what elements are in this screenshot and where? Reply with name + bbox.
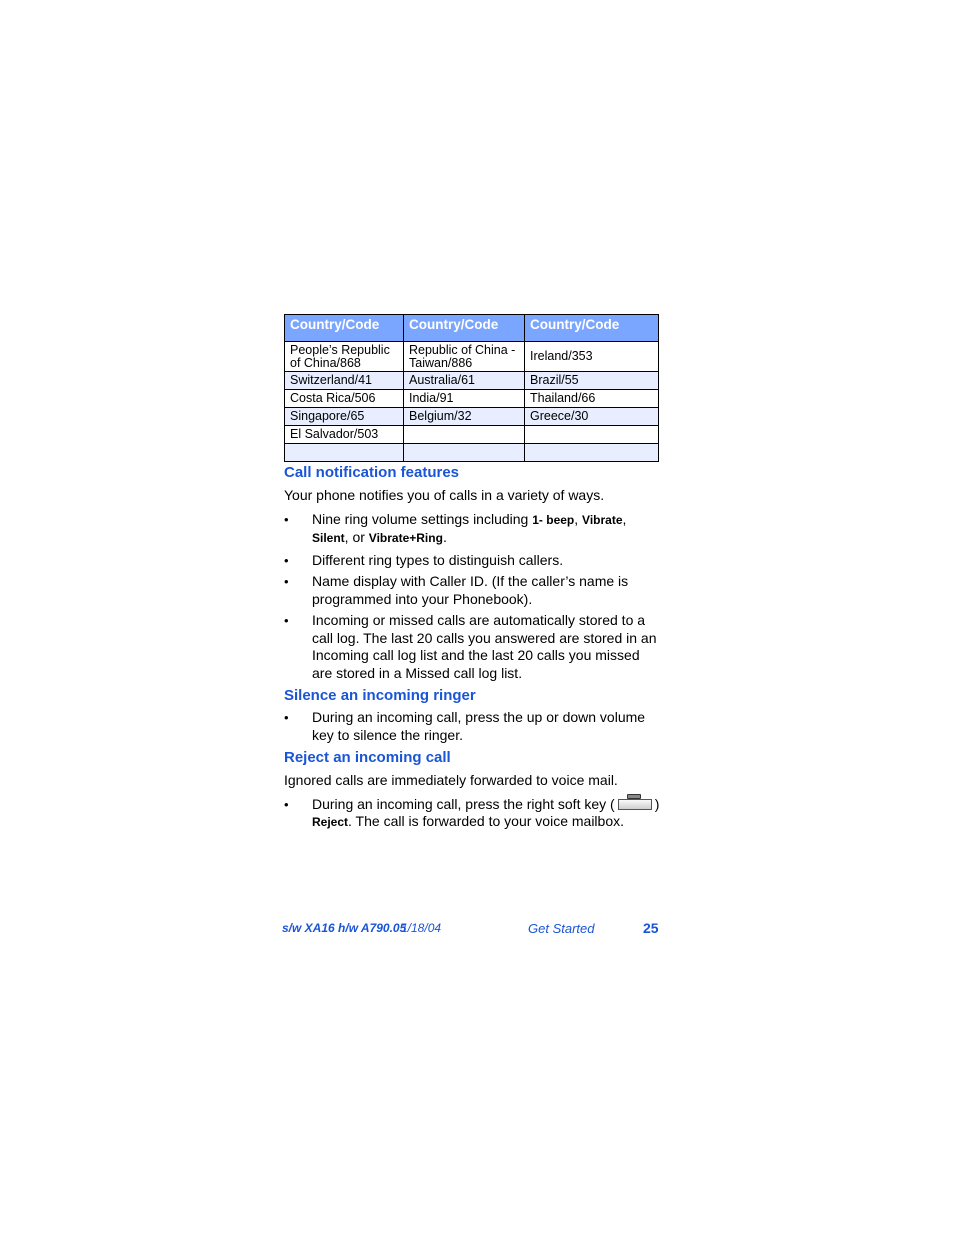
table-cell: India/91 bbox=[404, 390, 525, 408]
table-cell bbox=[404, 444, 525, 462]
reject-call-list bbox=[284, 796, 660, 832]
footer-version-text: s/w XA16 h/w A790.05 bbox=[282, 921, 407, 935]
table-row bbox=[285, 444, 659, 462]
call-notification-intro: Your phone notifies you of calls in a variety of ways. bbox=[284, 487, 605, 503]
bullet: • bbox=[284, 613, 289, 628]
table-cell: Costa Rica/506 bbox=[285, 390, 404, 408]
item-text: Incoming or missed calls are automatically stored to a call log. The last 20 calls you answered are stored in an Incoming call log list and the last 20 calls you missed are stored in a Missed call log list. bbox=[312, 612, 657, 681]
table-row bbox=[285, 390, 659, 408]
list-item bbox=[284, 511, 660, 548]
separator: , bbox=[622, 510, 627, 527]
country-code-table bbox=[284, 314, 659, 462]
item-text: Name display with Caller ID. (If the caller’s name is programmed into your Phonebook). bbox=[312, 573, 629, 607]
table-cell: Greece/30 bbox=[525, 408, 659, 426]
bullet: • bbox=[284, 796, 289, 812]
item-text: ) bbox=[654, 795, 660, 812]
right-soft-key-icon bbox=[618, 799, 652, 810]
separator: , bbox=[574, 510, 583, 527]
page-number: 25 bbox=[643, 920, 659, 936]
table-row bbox=[285, 372, 659, 390]
table-header-row bbox=[285, 315, 659, 342]
bullet: • bbox=[284, 574, 289, 589]
separator: , or bbox=[344, 529, 369, 545]
table-cell bbox=[404, 426, 525, 444]
table-cell: Belgium/32 bbox=[404, 408, 525, 426]
table-header-cell: Country/Code bbox=[525, 315, 659, 342]
option-silent: Silent bbox=[312, 531, 345, 545]
table-cell bbox=[285, 444, 404, 462]
table-cell: People’s Republic of China/868 bbox=[285, 342, 404, 372]
call-notification-list bbox=[284, 511, 660, 683]
footer-date: 1/18/04 bbox=[401, 921, 442, 935]
footer-version bbox=[282, 921, 406, 935]
table-header-cell: Country/Code bbox=[285, 315, 404, 342]
table-row bbox=[285, 408, 659, 426]
table-cell: Thailand/66 bbox=[525, 390, 659, 408]
table-row bbox=[285, 342, 659, 372]
table-header-cell: Country/Code bbox=[404, 315, 525, 342]
table-row bbox=[285, 426, 659, 444]
option-vibrate-ring: Vibrate+Ring bbox=[368, 531, 443, 545]
option-1-beep: 1- beep bbox=[532, 512, 575, 527]
page-content bbox=[284, 314, 660, 832]
bullet: • bbox=[284, 552, 289, 568]
table-cell: Switzerland/41 bbox=[285, 372, 404, 390]
reject-call-heading: Reject an incoming call bbox=[284, 749, 451, 766]
reject-call-intro: Ignored calls are immediately forwarded to voice mail. bbox=[284, 772, 618, 788]
table-cell: Brazil/55 bbox=[525, 372, 659, 390]
table-cell: Australia/61 bbox=[404, 372, 525, 390]
item-text: During an incoming call, press the up or down volume key to silence the ringer. bbox=[312, 709, 646, 743]
reject-label: Reject bbox=[312, 815, 349, 829]
bullet: • bbox=[284, 511, 289, 527]
footer-section: Get Started bbox=[528, 921, 595, 936]
table-cell bbox=[525, 444, 659, 462]
item-text: Nine ring volume settings including bbox=[312, 510, 533, 527]
item-text: During an incoming call, press the right soft key ( bbox=[312, 795, 615, 812]
list-item bbox=[284, 612, 660, 682]
table-cell: Ireland/353 bbox=[525, 342, 659, 372]
list-item bbox=[284, 796, 660, 832]
item-end: . bbox=[442, 529, 447, 545]
option-vibrate: Vibrate bbox=[582, 512, 623, 527]
table-cell bbox=[525, 426, 659, 444]
list-item bbox=[284, 573, 660, 608]
table-cell: El Salvador/503 bbox=[285, 426, 404, 444]
list-item bbox=[284, 709, 660, 744]
table-cell: Singapore/65 bbox=[285, 408, 404, 426]
item-text: Different ring types to distinguish callers. bbox=[312, 551, 564, 568]
list-item bbox=[284, 552, 660, 570]
call-notification-heading: Call notification features bbox=[284, 464, 460, 481]
bullet: • bbox=[284, 710, 289, 725]
silence-ringer-list bbox=[284, 709, 660, 744]
silence-ringer-heading: Silence an incoming ringer bbox=[284, 687, 476, 704]
table-cell: Republic of China - Taiwan/886 bbox=[404, 342, 525, 372]
item-text: . The call is forwarded to your voice mailbox. bbox=[348, 813, 625, 829]
